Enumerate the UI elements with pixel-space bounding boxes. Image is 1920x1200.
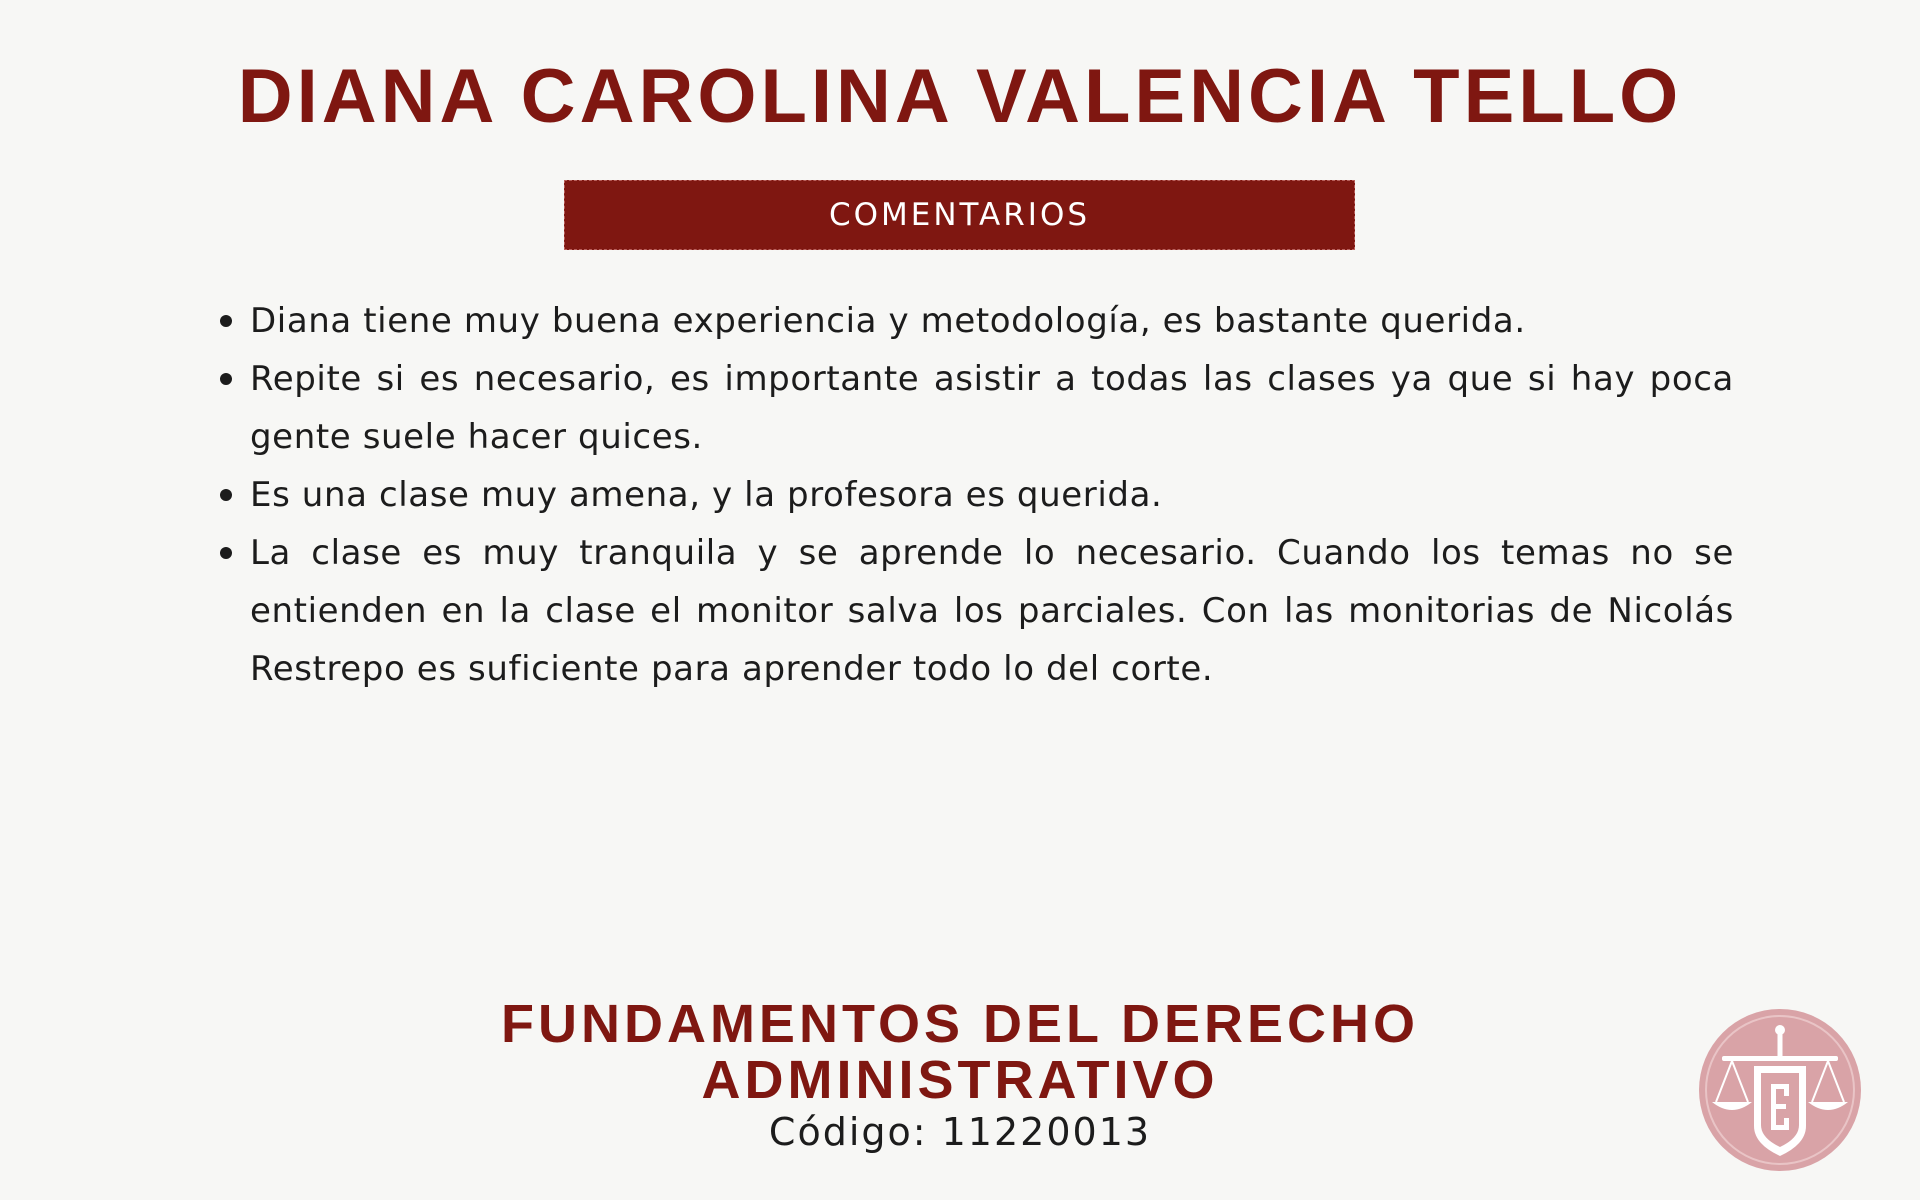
course-title-line-2: ADMINISTRATIVO bbox=[701, 1050, 1219, 1110]
bullet-icon bbox=[220, 315, 232, 327]
list-item bbox=[218, 350, 1734, 466]
comments-list bbox=[218, 292, 1734, 698]
comment-text: Diana tiene muy buena experiencia y metodología, es bastante querida. bbox=[250, 301, 1526, 341]
section-label: COMENTARIOS bbox=[828, 197, 1091, 233]
course-title-line-1: FUNDAMENTOS DEL DERECHO bbox=[500, 994, 1420, 1054]
comment-text: Es una clase muy amena, y la profesora es querida. bbox=[250, 475, 1163, 515]
list-item bbox=[218, 524, 1734, 698]
course-code: Código: 11220013 bbox=[768, 1110, 1152, 1154]
comment-text: Repite si es necesario, es importante asistir a todas las clases ya que si hay poca gente suele hacer quices. bbox=[250, 359, 1734, 457]
page-title: DIANA CAROLINA VALENCIA TELLO bbox=[237, 54, 1683, 139]
course-title bbox=[0, 996, 1920, 1108]
list-item bbox=[218, 466, 1734, 524]
bullet-icon bbox=[220, 547, 232, 559]
bullet-icon bbox=[220, 489, 232, 501]
bullet-icon bbox=[220, 373, 232, 385]
list-item bbox=[218, 292, 1734, 350]
comment-text: La clase es muy tranquila y se aprende lo necesario. Cuando los temas no se entienden en la clase el monitor salva los parciales. Con las monitorias de Nicolás Restrepo es suficiente para aprender todo lo del corte. bbox=[250, 533, 1734, 689]
scales-of-justice-shield-icon bbox=[1698, 1008, 1862, 1172]
section-banner bbox=[564, 180, 1355, 250]
